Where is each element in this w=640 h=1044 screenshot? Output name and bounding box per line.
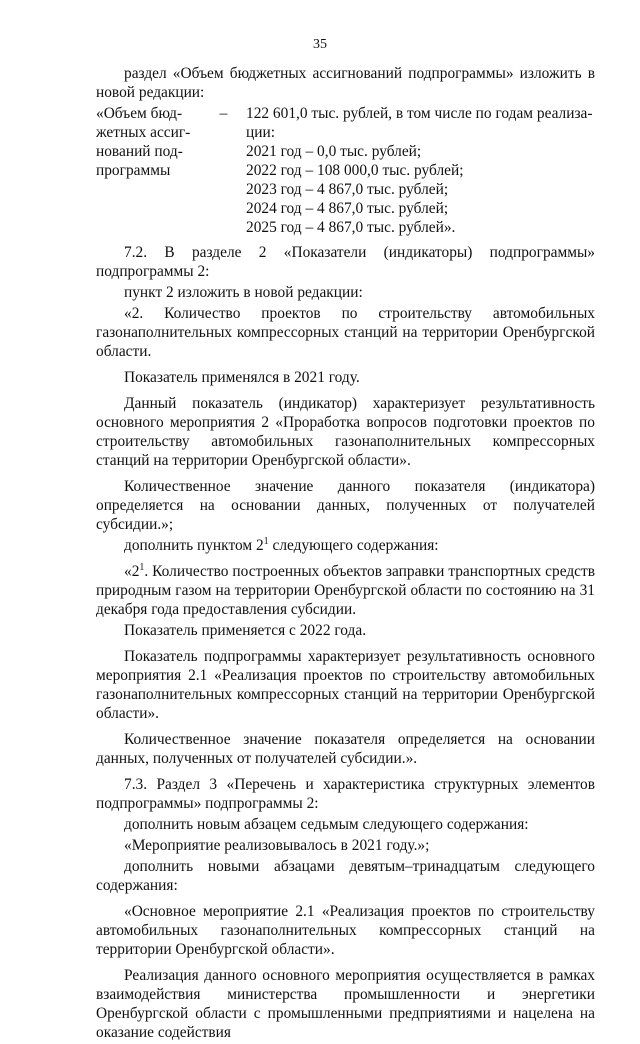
budget-value-line: 2023 год – 4 867,0 тыс. рублей; <box>246 181 449 198</box>
budget-table <box>96 104 595 237</box>
budget-label <box>96 104 201 237</box>
budget-value-line: 122 601,0 тыс. рублей, в том числе по годам реализа- <box>246 105 593 122</box>
section-7-3-heading: 7.3. Раздел 3 «Перечень и характеристика структурных элементов подпрограммы» подпрограммы 2: <box>96 776 595 812</box>
page-number: 35 <box>313 37 327 52</box>
paragraph: Показатель применяется с 2022 года. <box>124 622 367 639</box>
budget-value-line: 2024 год – 4 867,0 тыс. рублей; <box>246 200 449 217</box>
superscript: 1 <box>139 561 145 573</box>
budget-label-line: нований под- <box>96 143 183 160</box>
budget-dash: – <box>219 105 228 122</box>
supplement-paragraph <box>96 536 595 555</box>
paragraph: дополнить новым абзацем седьмым следующего содержания: <box>124 816 529 833</box>
budget-value-line: 2021 год – 0,0 тыс. рублей; <box>246 143 422 160</box>
paragraph: Показатель применялся в 2021 году. <box>124 369 360 386</box>
paragraph: Данный показатель (индикатор) характеризует результативность основного мероприятия 2 «Проработка вопросов подготовки проектов по строительству автомобильных газонаполнительных компрессорных станций на территории Оренбургской области». <box>96 395 595 469</box>
budget-value-line: 2022 год – 108 000,0 тыс. рублей; <box>246 162 464 179</box>
document-body <box>96 64 595 1044</box>
budget-label-line: программы <box>96 162 171 179</box>
budget-value-line: ции: <box>246 124 275 141</box>
supplement-text: следующего содержания: <box>268 537 439 554</box>
section-7-2-heading: 7.2. В разделе 2 «Показатели (индикаторы) подпрограммы» подпрограммы 2: <box>96 244 595 280</box>
budget-value-line: 2025 год – 4 867,0 тыс. рублей». <box>246 219 456 236</box>
paragraph: пункт 2 изложить в новой редакции: <box>124 284 363 301</box>
paragraph: «Основное мероприятие 2.1 «Реализация проектов по строительству автомобильных газонаполнительных компрессорных станций на территории Оренбургской области». <box>96 903 595 958</box>
superscript: 1 <box>263 535 269 547</box>
paragraph: «Мероприятие реализовывалось в 2021 году.»; <box>124 837 430 854</box>
budget-values <box>246 104 595 237</box>
budget-label-line: жетных ассиг- <box>96 124 191 141</box>
intro-paragraph: раздел «Объем бюджетных ассигнований подпрограммы» изложить в новой редакции: <box>96 65 595 101</box>
paragraph: Количественное значение показателя определяется на основании данных, полученных от получателей субсидии.». <box>96 731 595 767</box>
point-text: «2 <box>124 563 140 580</box>
paragraph: Количественное значение данного показателя (индикатора) определяется на основании данных, полученных от получателей субсидии.»; <box>96 478 595 533</box>
point-text: . Количество построенных объектов заправки транспортных средств природным газом на территории Оренбургской области по состоянию на 31 декабря года предоставления субсидии. <box>96 563 595 618</box>
paragraph: Реализация данного основного мероприятия осуществляется в рамках взаимодействия министерства промышленности и энергетики Оренбургской области с промышленными предприятиями и нацелена на оказание содействия <box>96 967 595 1041</box>
paragraph: дополнить новыми абзацами девятым–тринадцатым следующего содержания: <box>96 858 595 894</box>
supplement-text: дополнить пунктом 2 <box>124 537 264 554</box>
point-2-1-paragraph <box>96 562 595 619</box>
paragraph: «2. Количество проектов по строительству автомобильных газонаполнительных компрессорных станций на территории Оренбургской области. <box>96 305 595 360</box>
paragraph: Показатель подпрограммы характеризует результативность основного мероприятия 2.1 «Реализация проектов по строительству автомобильных газонаполнительных компрессорных станций на территории Оренбургской области». <box>96 648 595 722</box>
budget-label-line: «Объем бюд- <box>96 105 183 122</box>
